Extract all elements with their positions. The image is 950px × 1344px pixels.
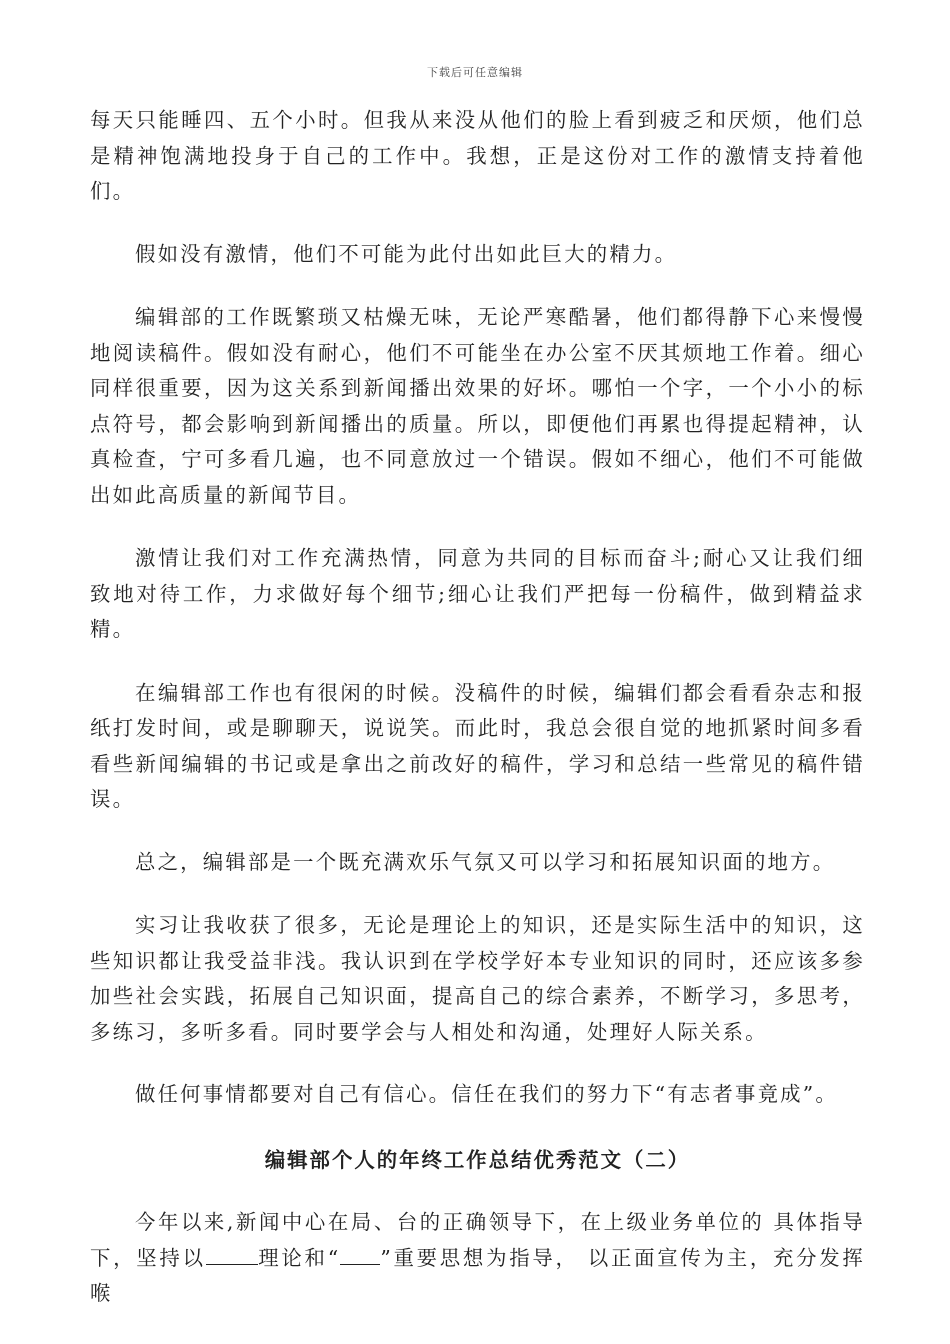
paragraph-patience: 激情让我们对工作充满热情，同意为共同的目标而奋斗;耐心又让我们细致地对待工作，力求做好每个细节;细心让我们严把每一份稿件，做到精益求精。 [90, 546, 865, 641]
paragraph-idle-time: 在编辑部工作也有很闲的时候。没稿件的时候，编辑们都会看看杂志和报纸打发时间，或是聊聊天，说说笑。而此时，我总会很自觉的地抓紧时间多看看些新闻编辑的书记或是拿出之前改好的稿件，学习和总结一些常见的稿件错误。 [90, 680, 865, 811]
section-text-a: 今年以来,新闻中心在局、台的正确领导下，在上级业务单位的 具体指导下，坚持以 [90, 1210, 865, 1270]
paragraph-editorial-work: 编辑部的工作既繁琐又枯燥无味，无论严寒酷暑，他们都得静下心来慢慢地阅读稿件。假如没有耐心，他们不可能坐在办公室不厌其烦地工作着。细心同样很重要，因为这关系到新闻播出效果的好坏。哪怕一个字，一个小小的标点符号，都会影响到新闻播出的质量。所以，即便他们再累也得提起精神，认真检查，宁可多看几遍，也不同意放过一个错误。假如不细心，他们不可能做出如此高质量的新闻节目。 [90, 305, 865, 507]
paragraph-internship: 实习让我收获了很多，无论是理论上的知识，还是实际生活中的知识，这些知识都让我受益非浅。我认识到在学校学好本专业知识的同时，还应该多参加些社会实践，拓展自己知识面，提高自己的综合素养，不断学习，多思考，多练习，多听多看。同时要学会与人相处和沟通，处理好人际关系。 [90, 913, 865, 1044]
blank-line [340, 1242, 380, 1265]
paragraph-passion: 假如没有激情，他们不可能为此付出如此巨大的精力。 [135, 241, 678, 266]
paragraph-summary: 总之，编辑部是一个既充满欢乐气氛又可以学习和拓展知识面的地方。 [135, 849, 836, 874]
blank-line [206, 1242, 258, 1265]
document-body [90, 103, 865, 1312]
paragraph-confidence: 做任何事情都要对自己有信心。信任在我们的努力下“有志者事竟成”。 [135, 1082, 838, 1106]
section-title: 编辑部个人的年终工作总结优秀范文（二） [264, 1147, 691, 1172]
paragraph-continuation: 每天只能睡四、五个小时。但我从来没从他们的脸上看到疲乏和厌烦，他们总是精神饱满地投身于自己的工作中。我想，正是这份对工作的激情支持着他们。 [90, 108, 865, 203]
section-text-c: ”重要思想为指导， 以正面宣传为主，充分发挥喉 [90, 1245, 866, 1305]
header-note: 下载后可任意编辑 [427, 66, 523, 79]
section-paragraph [90, 1205, 865, 1312]
section-text-b: 理论和“ [257, 1245, 341, 1270]
